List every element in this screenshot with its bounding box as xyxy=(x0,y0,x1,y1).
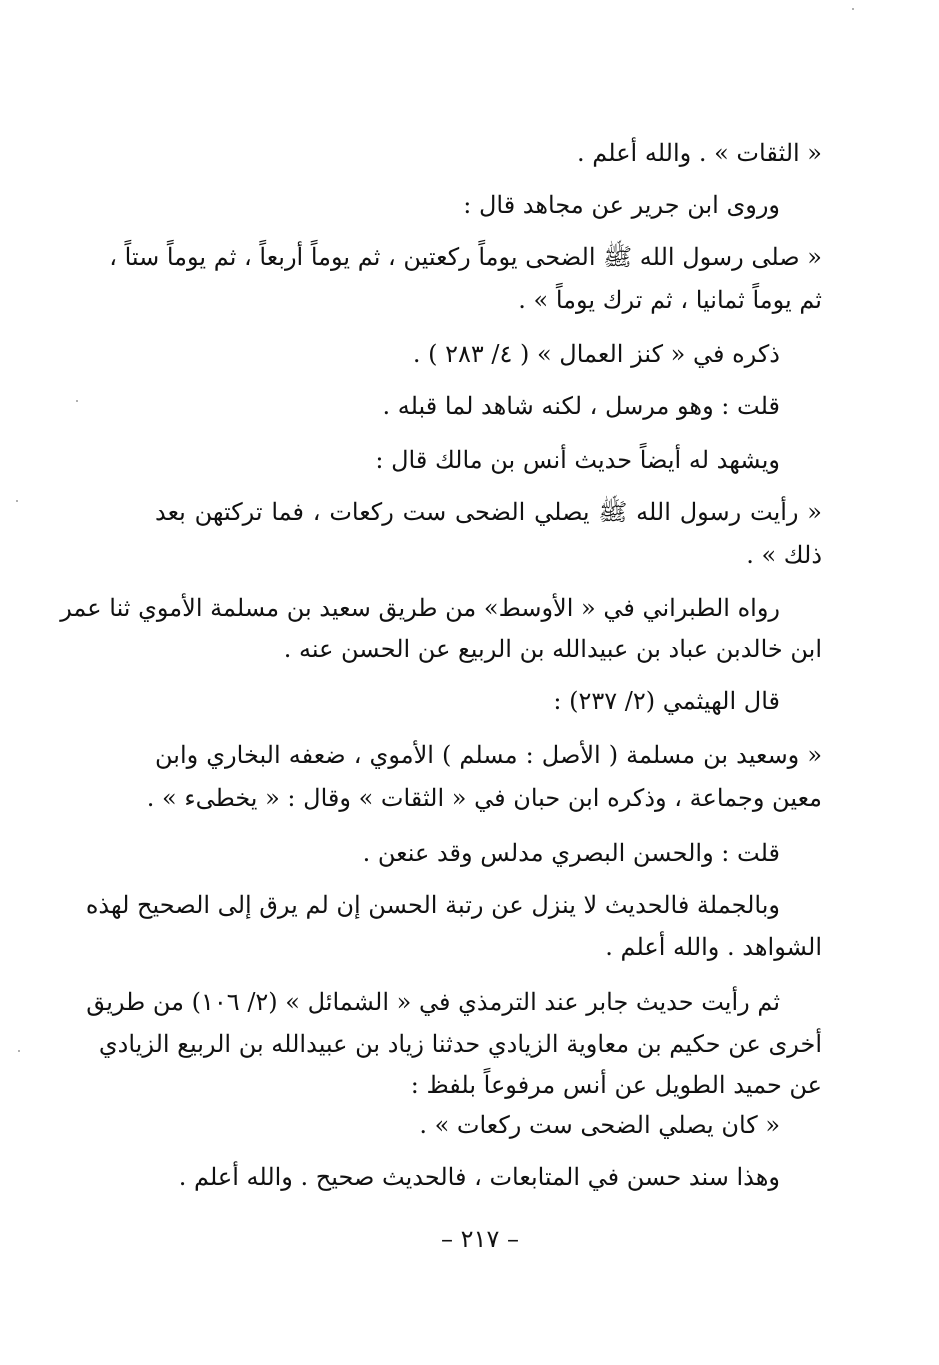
scan-speck xyxy=(852,8,854,10)
text-line-6: قلت : وهو مرسل ، لكنه شاهد لما قبله . xyxy=(382,392,780,420)
text-line-8: « رأيت رسول الله ﷺ يصلي الضحى ست ركعات ، فما تركتهن بعد xyxy=(155,498,822,526)
scan-speck xyxy=(16,500,18,502)
scan-speck xyxy=(18,1050,20,1052)
text-line-21: « كان يصلي الضحى ست ركعات » . xyxy=(419,1111,780,1139)
text-line-3: « صلى رسول الله ﷺ الضحى يوماً ركعتين ، ثم يوماً أربعاً ، ثم يوماً ستاً ، xyxy=(109,243,822,271)
text-line-4: ثم يوماً ثمانيا ، ثم ترك يوماً » . xyxy=(518,286,822,314)
text-line-20: عن حميد الطويل عن أنس مرفوعاً بلفظ : xyxy=(410,1071,822,1099)
text-line-9: ذلك » . xyxy=(746,541,822,569)
text-line-10: رواه الطبراني في « الأوسط» من طريق سعيد بن مسلمة الأموي ثنا عمر xyxy=(60,594,780,622)
text-line-14: معين وجماعة ، وذكره ابن حبان في « الثقات » وقال : « يخطىء » . xyxy=(146,784,822,812)
text-line-16: وبالجملة فالحديث لا ينزل عن رتبة الحسن إن لم يرق إلى الصحيح لهذه xyxy=(85,891,780,919)
scan-speck xyxy=(76,400,78,402)
text-line-22: وهذا سند حسن في المتابعات ، فالحديث صحيح . والله أعلم . xyxy=(178,1163,780,1191)
text-line-12: قال الهيثمي (٢/ ٢٣٧) : xyxy=(553,687,780,715)
text-line-17: الشواهد . والله أعلم . xyxy=(605,933,822,961)
text-line-18: ثم رأيت حديث جابر عند الترمذي في « الشمائل » (٢/ ١٠٦) من طريق xyxy=(86,988,780,1016)
text-line-7: ويشهد له أيضاً حديث أنس بن مالك قال : xyxy=(375,446,780,474)
text-line-5: ذكره في « كنز العمال » ( ٤/ ٢٨٣ ) . xyxy=(412,340,780,368)
text-line-11: ابن خالدبن عباد بن عبيدالله بن الربيع عن الحسن عنه . xyxy=(283,635,822,663)
page-number: – ٢١٧ – xyxy=(441,1225,519,1253)
text-line-13: « وسعيد بن مسلمة ( الأصل : مسلم ) الأموي ، ضعفه البخاري وابن xyxy=(155,741,822,769)
text-line-15: قلت : والحسن البصري مدلس وقد عنعن . xyxy=(362,839,780,867)
text-line-2: وروى ابن جرير عن مجاهد قال : xyxy=(463,191,780,219)
text-line-1: « الثقات » . والله أعلم . xyxy=(577,139,822,167)
text-line-19: أخرى عن حكيم بن معاوية الزيادي حدثنا زياد بن عبيدالله بن الربيع الزيادي xyxy=(98,1030,822,1058)
